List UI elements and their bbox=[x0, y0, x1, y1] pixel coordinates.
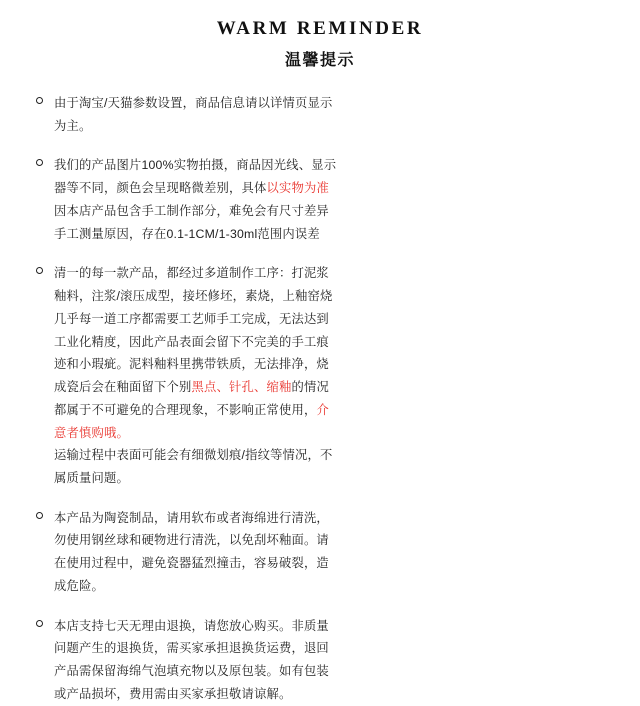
text-line bbox=[54, 177, 604, 200]
text-line bbox=[54, 376, 604, 399]
text-segment: 的情况 bbox=[291, 380, 329, 395]
text-line: 清一的每一款产品，都经过多道制作工序：打泥浆 bbox=[54, 266, 329, 281]
text-segment: 都属于不可避免的合理现象，不影响正常使用， bbox=[54, 402, 317, 417]
page-title-chinese: 温馨提示 bbox=[284, 51, 355, 69]
text-line: 几乎每一道工序都需要工艺师手工完成，无法达到 bbox=[54, 311, 329, 326]
bullet-icon bbox=[36, 615, 54, 630]
bullet-icon bbox=[36, 262, 54, 277]
text-line: 由于淘宝/天猫参数设置，商品信息请以详情页显示 bbox=[54, 95, 333, 110]
text-line: 手工测量原因，存在0.1-1CM/1-30ml范围内误差 bbox=[54, 226, 320, 241]
text-line: 产品需保留海绵气泡填充物以及原包装。如有包装 bbox=[54, 664, 329, 679]
text-line: 本店支持七天无理由退换，请您放心购买。非质量 bbox=[54, 618, 329, 633]
text-line: 问题产生的退换货，需买家承担退换货运费，退回 bbox=[54, 641, 329, 656]
text-line: 在使用过程中，避免瓷器猛烈撞击，容易破裂，造 bbox=[54, 556, 329, 571]
list-item bbox=[36, 92, 604, 137]
list-item bbox=[36, 262, 604, 489]
text-line: 我们的产品图片100%实物拍摄，商品因光线、显示 bbox=[54, 158, 337, 173]
list-item-text bbox=[54, 615, 604, 706]
list-item-text bbox=[54, 262, 604, 489]
text-line: 釉料，注浆/滚压成型，接坯修坯，素烧，上釉窑烧 bbox=[54, 289, 333, 304]
text-segment: 器等不同，颜色会呈现略微差别，具体 bbox=[54, 181, 267, 196]
list-item-text bbox=[54, 507, 604, 598]
list-item bbox=[36, 615, 604, 706]
text-line bbox=[54, 422, 604, 445]
reminder-list bbox=[36, 92, 604, 706]
text-line: 属质量问题。 bbox=[54, 471, 129, 485]
list-item-text bbox=[54, 92, 604, 137]
list-item-text bbox=[54, 154, 604, 245]
list-item bbox=[36, 507, 604, 598]
text-segment: 成瓷后会在釉面留下个别 bbox=[54, 380, 192, 395]
bullet-icon bbox=[36, 154, 54, 169]
text-line: 迹和小瑕疵。泥料釉料里携带铁质，无法排净，烧 bbox=[54, 357, 329, 372]
bullet-icon bbox=[36, 92, 54, 107]
text-line bbox=[54, 399, 604, 422]
text-highlight: 黑点、针孔、缩釉 bbox=[191, 380, 292, 395]
text-line: 或产品损坏，费用需由买家承担敬请谅解。 bbox=[54, 686, 292, 701]
text-line: 成危险。 bbox=[54, 578, 104, 593]
bullet-icon bbox=[36, 507, 54, 522]
text-line: 本产品为陶瓷制品，请用软布或者海绵进行清洗， bbox=[54, 510, 329, 525]
text-line: 工业化精度，因此产品表面会留下不完美的手工痕 bbox=[54, 334, 329, 349]
page-title-english: WARM REMINDER bbox=[216, 18, 424, 39]
text-highlight: 介 bbox=[316, 402, 329, 417]
text-line: 因本店产品包含手工制作部分，难免会有尺寸差异 bbox=[54, 203, 329, 218]
list-item bbox=[36, 154, 604, 245]
text-highlight: 意者慎购哦。 bbox=[54, 425, 129, 440]
text-line: 为主。 bbox=[54, 118, 92, 133]
text-highlight: 以实物为准 bbox=[266, 181, 329, 196]
text-line: 勿使用钢丝球和硬物进行清洗，以免刮坏釉面。请 bbox=[54, 533, 329, 548]
text-line: 运输过程中表面可能会有细微划痕/指纹等情况，不 bbox=[54, 448, 333, 463]
